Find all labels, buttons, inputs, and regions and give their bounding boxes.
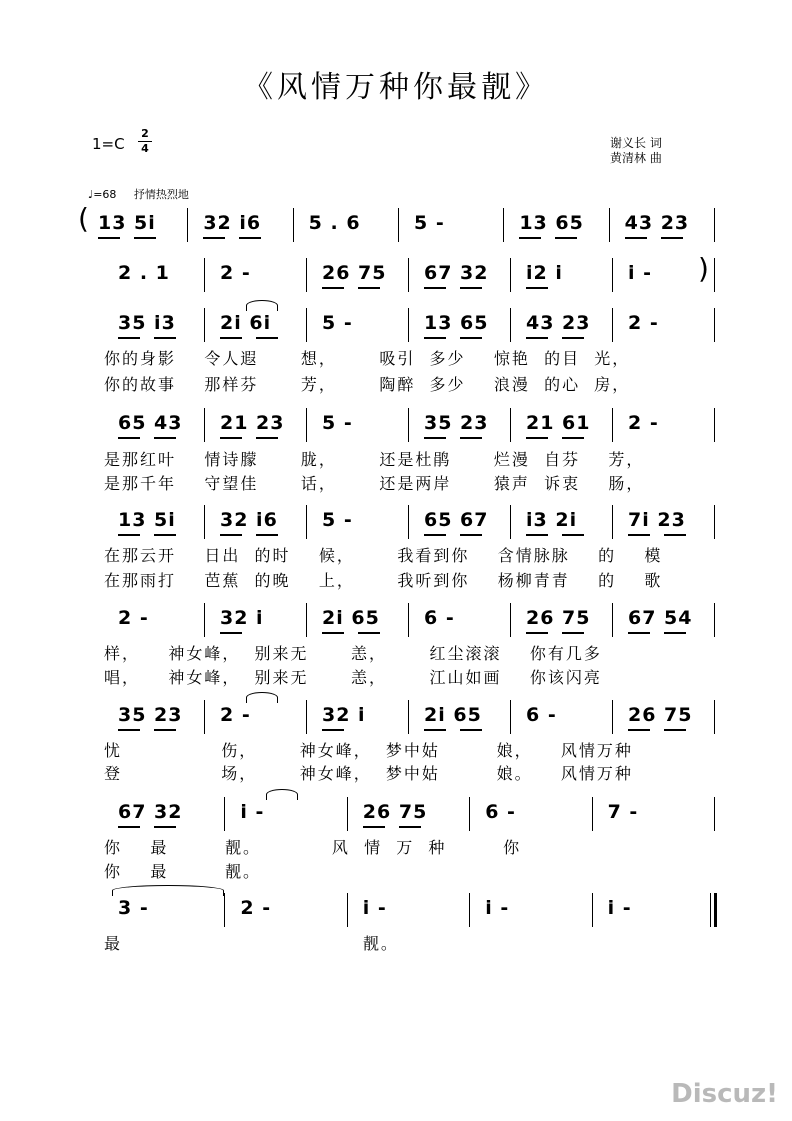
beam [519, 237, 541, 239]
beam [460, 729, 482, 731]
measure-notes: 5 - [414, 212, 445, 234]
beam [562, 437, 584, 439]
bar-line [612, 308, 613, 342]
measure-notes: 26 75 [322, 262, 387, 284]
measure-notes: 26 75 [526, 607, 591, 629]
beam [98, 237, 120, 239]
beam [220, 534, 242, 536]
measure-notes: 2 - [628, 412, 659, 434]
score-row [104, 700, 716, 734]
beam [628, 534, 650, 536]
bar-line [347, 893, 348, 927]
beam [628, 729, 650, 731]
measure-notes: 35 23 [118, 704, 183, 726]
bar-line [306, 258, 307, 292]
measure-notes: 2i 65 [424, 704, 482, 726]
time-signature [138, 128, 152, 155]
bar-line [714, 308, 715, 342]
bar-line [204, 258, 205, 292]
measure-notes: 67 54 [628, 607, 693, 629]
beam [256, 337, 278, 339]
lyric-line: 登 场， 神女峰， 梦中姑 娘。 风情万种 [104, 764, 633, 783]
bar-line [398, 208, 399, 242]
measure-notes: 67 32 [118, 801, 183, 823]
bar-line [306, 308, 307, 342]
measure-notes: 32 i6 [220, 509, 278, 531]
score-row [104, 505, 716, 539]
measure-notes: 32 i [220, 607, 264, 629]
expression-mark: 抒情热烈地 [133, 188, 189, 201]
beam [424, 729, 446, 731]
measure-notes: i - [607, 897, 632, 919]
bar-line [714, 700, 715, 734]
bar-line [510, 308, 511, 342]
bar-line [510, 505, 511, 539]
beam [118, 826, 140, 828]
beam [460, 534, 482, 536]
beam [399, 826, 421, 828]
bar-line [408, 603, 409, 637]
final-bar-thick [714, 893, 717, 927]
bar-line [293, 208, 294, 242]
measure-notes: 2i 65 [322, 607, 380, 629]
bar-line [306, 505, 307, 539]
score-row [104, 408, 716, 442]
measure-notes: 2i 6i [220, 312, 272, 334]
bar-line [714, 603, 715, 637]
lyric-line: 是那千年 守望佳 话， 还是两岸 猿声 诉衷 肠， [104, 474, 645, 493]
meter-bottom: 4 [141, 142, 149, 155]
beam [358, 287, 380, 289]
lyric-line: 是那红叶 情诗朦 胧， 还是杜鹃 烂漫 自芬 芳， [104, 450, 645, 469]
measure-notes: 3 - [118, 897, 149, 919]
measure-notes: 5 . 6 [308, 212, 361, 234]
measure-notes: 65 43 [118, 412, 183, 434]
beam [664, 534, 686, 536]
beam [220, 632, 242, 634]
beam [526, 632, 548, 634]
bar-line [612, 603, 613, 637]
measure-notes: 32 i [322, 704, 366, 726]
beam [322, 287, 344, 289]
bar-line [592, 893, 593, 927]
beam [118, 437, 140, 439]
measure-notes: 21 23 [220, 412, 285, 434]
beam [363, 826, 385, 828]
bar-line [204, 603, 205, 637]
beam [526, 337, 548, 339]
measure-notes: 6 - [424, 607, 455, 629]
beam [424, 287, 446, 289]
beam [424, 534, 446, 536]
watermark-logo: Discuz! [671, 1079, 778, 1109]
bar-line [510, 700, 511, 734]
measure-notes: 2 - [118, 607, 149, 629]
bar-line [714, 797, 715, 831]
bar-line [306, 408, 307, 442]
beam [625, 237, 647, 239]
lyric-line: 在那雨打 芭蕉 的晚 上， 我听到你 杨柳青青 的 歌 [104, 571, 663, 590]
score-row [104, 797, 716, 831]
score-row [104, 893, 716, 927]
lyric-line: 你 最 靓。 [104, 862, 262, 881]
bar-line [187, 208, 188, 242]
bar-line [714, 408, 715, 442]
measure-notes: 2 . 1 [118, 262, 170, 284]
lyric-line: 最 靓。 [104, 934, 399, 953]
open-paren: ( [78, 202, 89, 235]
measure-notes: 13 65 [424, 312, 489, 334]
bar-line [714, 505, 715, 539]
lyric-line: 样， 神女峰， 别来无 恙， 红尘滚滚 你有几多 [104, 644, 602, 663]
beam [460, 337, 482, 339]
bar-line [469, 797, 470, 831]
bar-line [204, 408, 205, 442]
tempo-marking [88, 186, 203, 202]
beam [562, 632, 584, 634]
beam [154, 826, 176, 828]
credits [610, 136, 662, 166]
measure-notes: 5 - [322, 412, 353, 434]
measure-notes: 43 23 [526, 312, 591, 334]
beam [239, 237, 261, 239]
measure-notes: i - [362, 897, 387, 919]
beam [322, 729, 344, 731]
beam [118, 729, 140, 731]
measure-notes: 5 - [322, 312, 353, 334]
beam [424, 437, 446, 439]
beam [562, 534, 584, 536]
beam [220, 437, 242, 439]
lyric-line: 你的故事 那样芬 芳， 陶醉 多少 浪漫 的心 房， [104, 375, 631, 394]
bar-line [408, 258, 409, 292]
measure-notes: 43 23 [624, 212, 690, 234]
bar-line [592, 797, 593, 831]
bar-line [306, 700, 307, 734]
beam [526, 437, 548, 439]
bar-line [224, 797, 225, 831]
bar-line [612, 408, 613, 442]
meter-top: 2 [141, 127, 149, 140]
beam [358, 632, 380, 634]
measure-notes: 13 5i [118, 509, 176, 531]
bar-line [714, 208, 715, 242]
tempo-mark: ♩=68 [88, 188, 117, 201]
measure-notes: 26 75 [362, 801, 428, 823]
score-row [104, 603, 716, 637]
beam [460, 437, 482, 439]
beam [322, 632, 344, 634]
measure-notes: 13 5i [98, 212, 156, 234]
bar-line [510, 408, 511, 442]
score-row [78, 202, 716, 242]
bar-line [503, 208, 504, 242]
measure-notes: 2 - [240, 897, 272, 919]
measure-notes: 65 67 [424, 509, 489, 531]
bar-line [204, 505, 205, 539]
key-signature: 1=C [92, 135, 125, 153]
measure-notes: 13 65 [519, 212, 584, 234]
bar-line [204, 308, 205, 342]
measure-notes: 32 i6 [203, 212, 262, 234]
bar-line [408, 408, 409, 442]
bar-line [469, 893, 470, 927]
measure-notes: i - [485, 897, 510, 919]
measure-notes: 2 - [220, 704, 251, 726]
beam [526, 534, 548, 536]
song-title: 《风情万种你最靓》 [243, 70, 549, 105]
bar-line [609, 208, 610, 242]
lyric-line: 唱， 神女峰， 别来无 恙， 江山如画 你该闪亮 [104, 668, 602, 687]
slur [246, 300, 278, 311]
beam [460, 287, 482, 289]
beam [118, 534, 140, 536]
beam [220, 337, 242, 339]
bar-line [306, 603, 307, 637]
lyric-line: 在那云开 日出 的时 候， 我看到你 含情脉脉 的 模 [104, 546, 663, 565]
measure-notes: 6 - [526, 704, 557, 726]
measure-notes: i2 i [526, 262, 563, 284]
measure-notes: i - [240, 801, 265, 823]
close-paren: ) [698, 252, 709, 285]
bar-line [612, 505, 613, 539]
beam [664, 632, 686, 634]
measure-notes: i - [628, 262, 653, 284]
score-row [104, 308, 716, 342]
bar-line [612, 258, 613, 292]
beam [154, 729, 176, 731]
lyric-line: 忧 伤， 神女峰， 梦中姑 娘， 风情万种 [104, 741, 633, 760]
beam [424, 337, 446, 339]
bar-line [408, 308, 409, 342]
measure-notes: 2 - [628, 312, 659, 334]
beam [664, 729, 686, 731]
bar-line [204, 700, 205, 734]
lyric-line: 你的身影 令人遐 想， 吸引 多少 惊艳 的目 光， [104, 349, 631, 368]
measure-notes: 35 23 [424, 412, 489, 434]
lyric-line: 你 最 靓。 风 情 万 种 你 [104, 838, 522, 857]
bar-line [510, 258, 511, 292]
lyricist: 谢义长 词 [610, 136, 662, 150]
measure-notes: 7 - [607, 801, 639, 823]
bar-line [612, 700, 613, 734]
beam [154, 437, 176, 439]
beam [203, 237, 225, 239]
slur [112, 885, 224, 896]
measure-notes: 26 75 [628, 704, 693, 726]
measure-notes: 2 - [220, 262, 251, 284]
measure-notes: 7i 23 [628, 509, 686, 531]
bar-line [408, 700, 409, 734]
beam [256, 534, 278, 536]
beam [562, 337, 584, 339]
measure-notes: i3 2i [526, 509, 578, 531]
slur [266, 789, 298, 800]
beam [526, 287, 548, 289]
beam [555, 237, 577, 239]
bar-line [347, 797, 348, 831]
bar-line [224, 893, 225, 927]
bar-line [408, 505, 409, 539]
measure-notes: 67 32 [424, 262, 489, 284]
beam [134, 237, 156, 239]
final-bar-thin [710, 893, 711, 927]
score-row [104, 252, 716, 292]
measure-notes: 6 - [485, 801, 516, 823]
slur [246, 692, 278, 703]
measure-notes: 5 - [322, 509, 353, 531]
bar-line [510, 603, 511, 637]
bar-line [714, 258, 715, 292]
beam [256, 437, 278, 439]
beam [661, 237, 683, 239]
measure-notes: 35 i3 [118, 312, 176, 334]
beam [628, 632, 650, 634]
beam [154, 337, 176, 339]
measure-notes: 21 61 [526, 412, 591, 434]
beam [118, 337, 140, 339]
composer: 黄清林 曲 [610, 151, 662, 165]
beam [154, 534, 176, 536]
